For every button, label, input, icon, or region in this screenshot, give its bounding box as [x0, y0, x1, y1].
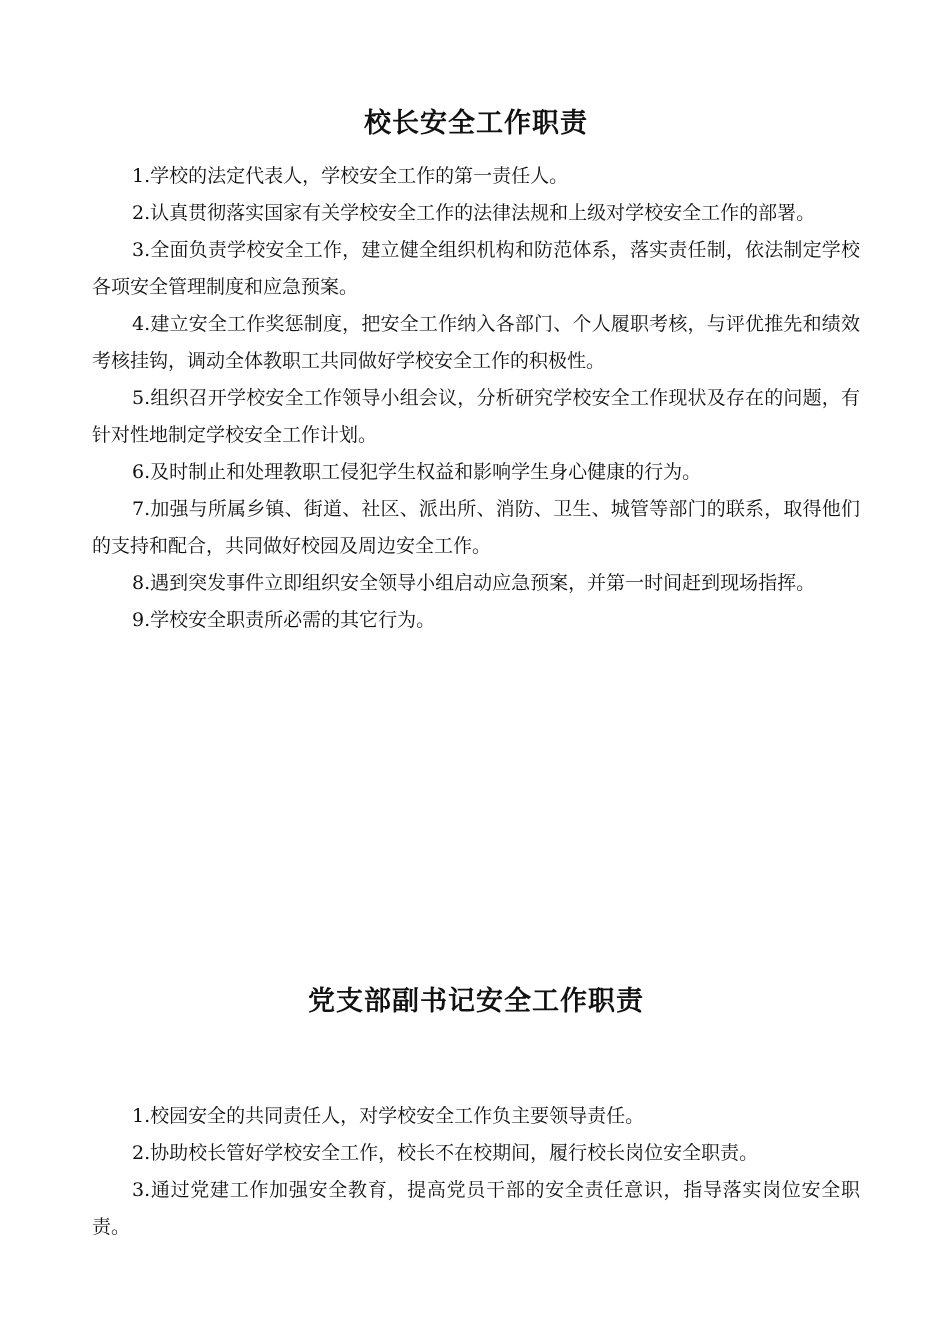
deputy-secretary-duties-list: [92, 1098, 860, 1246]
principal-duties-list: [92, 158, 860, 639]
duty-item: 8.遇到突发事件立即组织安全领导小组启动应急预案，并第一时间赶到现场指挥。: [132, 572, 816, 594]
duty-item: 5.组织召开学校安全工作领导小组会议，分析研究学校安全工作现状及存在的问题，有针对性地制定学校安全工作计划。: [92, 387, 860, 446]
section-title-principal: 校长安全工作职责: [364, 108, 588, 139]
duty-item: 2.认真贯彻落实国家有关学校安全工作的法律法规和上级对学校安全工作的部署。: [132, 202, 816, 224]
duty-item: 3.通过党建工作加强安全教育，提高党员干部的安全责任意识，指导落实岗位安全职责。: [92, 1179, 860, 1238]
duty-item: 1.校园安全的共同责任人，对学校安全工作负主要领导责任。: [132, 1105, 645, 1127]
section-title-deputy-secretary: 党支部副书记安全工作职责: [308, 986, 644, 1017]
duty-item: 7.加强与所属乡镇、街道、社区、派出所、消防、卫生、城管等部门的联系，取得他们的支持和配合，共同做好校园及周边安全工作。: [92, 498, 860, 557]
duty-item: 9.学校安全职责所必需的其它行为。: [132, 609, 436, 631]
duty-item: 3.全面负责学校安全工作，建立健全组织机构和防范体系，落实责任制，依法制定学校各项安全管理制度和应急预案。: [92, 239, 860, 298]
duty-item: 6.及时制止和处理教职工侵犯学生权益和影响学生身心健康的行为。: [132, 461, 702, 483]
duty-item: 4.建立安全工作奖惩制度，把安全工作纳入各部门、个人履职考核，与评优推先和绩效考核挂钩，调动全体教职工共同做好学校安全工作的积极性。: [92, 313, 860, 372]
duty-item: 2.协助校长管好学校安全工作，校长不在校期间，履行校长岗位安全职责。: [132, 1142, 759, 1164]
duty-item: 1.学校的法定代表人，学校安全工作的第一责任人。: [132, 165, 569, 187]
